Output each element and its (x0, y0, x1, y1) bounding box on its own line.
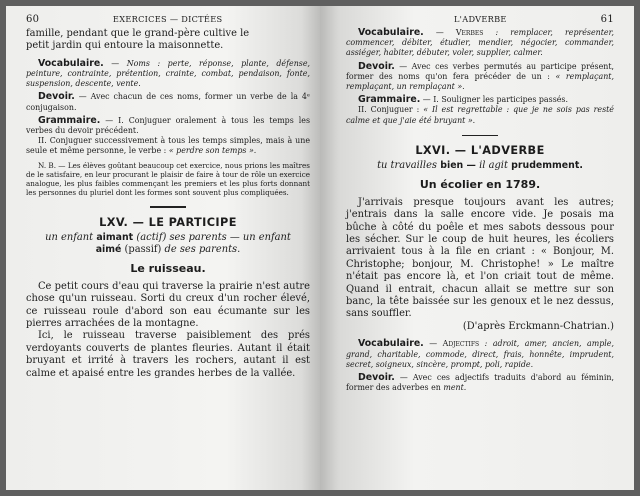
dictation-paragraph: J'arrivais presque toujours avant les autres; j'entrais dans la salle encore vide. Je posais ma bûche à côté du poêle et mes sabots dessous pour les sécher. Sur le coup de huit heures, les écoliers arrivaient tous à la file en criant : « Bonjour, M. Christophe; bonjour, M. Christophe! » Le maître n'était pas encore là, et l'on criait tout de même. Quand il entrait, chacun allait se mettre sur son banc, la tête baissée sur les genoux et le nez dessus, sans souffler. (346, 196, 614, 320)
grammar-exercise: Grammaire. — I. Souligner les participes passés. (358, 94, 568, 106)
dictation-paragraph: Ce petit cours d'eau qui traverse la prairie n'est autre chose qu'un ruisseau. Sorti du creux d'un rocher élevé, ce ruisseau roule d'abord son eau écumante sur les pierres arrachées de la montagne. (26, 280, 310, 330)
page-header (26, 14, 310, 25)
grammar-exercise: Grammaire. — I. Conjuguer oralement à tous les temps les verbes du devoir précédent. (26, 114, 310, 136)
lesson-title: LXV. — LE PARTICIPE (99, 216, 237, 230)
dictation-title: Un écolier en 1789. (419, 177, 541, 191)
right-page (320, 6, 634, 490)
homework-exercise: Devoir. — Avec ces adjectifs traduits d'abord au féminin, former des adverbes en ment. (346, 371, 614, 393)
grammar-exercise-2: II. Conjuguer successivement à tous les temps simples, mais à une seule et même personne, le verbe : « perdre son temps ». (26, 136, 310, 156)
lesson-example: tu travailles bien — il agit prudemment. (377, 160, 583, 172)
page-number: 61 (600, 14, 614, 25)
homework-exercise: Devoir. — Avec chacun de ces noms, former un verbe de la 4ᵉ conjugaison. (26, 91, 310, 112)
continued-text: famille, pendant que le grand-père cultive le petit jardin qui entoure la maisonnette. (26, 28, 250, 52)
teacher-note: N. B. — Les élèves goûtant beaucoup cet exercice, nous prions les maîtres de le satisfaire, en leur procurant le plaisir de faire à tour de rôle un exercice analogue, les plus faibles commençant les premiers et les plus forts donnant les personnes du pluriel dont les formes sont souvent plus compliquées. (26, 160, 310, 198)
vocabulary-exercise: Vocabulaire. — Verbes : remplacer, représenter, commencer, débiter, étudier, mendier, négocier, commander, assiéger, habiter, débuter, voler, supplier, calmer. (346, 27, 614, 58)
page-header (346, 14, 614, 25)
open-book (6, 6, 634, 490)
left-page (6, 6, 320, 490)
section-divider (462, 135, 498, 137)
page-number: 60 (26, 14, 40, 25)
homework-exercise: Devoir. — Avec ces verbes permutés au participe présent, former des noms qu'on fera précéder de un : « remplaçant, remplaçant, un remplaçant ». (346, 60, 614, 92)
vocabulary-exercise: Vocabulaire. — Noms : perte, réponse, plante, défense, peinture, contrainte, prétention, crainte, combat, pendaison, fonte, suspension, descente, vente. (26, 57, 310, 89)
section-divider (150, 206, 186, 208)
vocabulary-exercise: Vocabulaire. — Adjectifs : adroit, amer, ancien, ample, grand, charitable, commode, direct, frais, honnête, imprudent, secret, soigneux, sincère, prompt, poli, rapide. (346, 338, 614, 369)
lesson-title: LXVI. — L'ADVERBE (415, 144, 545, 158)
dictation-paragraph: Ici, le ruisseau traverse paisiblement des prés verdoyants couverts de plantes fleuries. Autant il était bruyant et irrité à travers les rochers, autant il est calme et apaisé entre les grandes herbes de la vallée. (26, 330, 310, 379)
running-head: EXERCICES — DICTÉES (112, 14, 223, 24)
running-head: L'ADVERBE (453, 14, 507, 24)
grammar-exercise-2: II. Conjuguer : « Il est regrettable : que je ne sois pas resté calme et que j'aie été bruyant ». (346, 105, 614, 125)
dictation-title: Le ruisseau. (130, 261, 206, 275)
attribution: (D'après Erckmann-Chatrian.) (462, 320, 614, 332)
lesson-example: un enfant aimant (actif) ses parents — un enfant aimé (passif) de ses parents. (45, 232, 291, 256)
